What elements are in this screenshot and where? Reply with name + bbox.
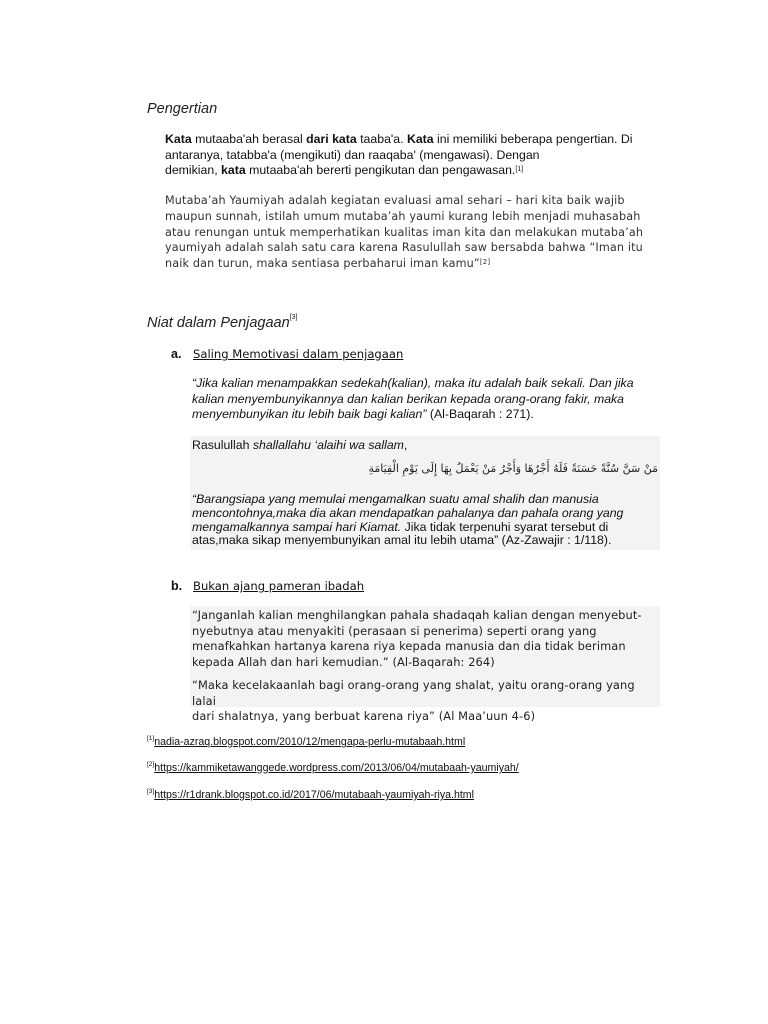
definition-line-1: Kata mutaaba'ah berasal dari kata taaba'a. Kata ini memiliki beberapa pengertian. Di bbox=[165, 132, 633, 146]
footnote-1: [1]nadia-azraq.blogspot.com/2010/12/mengapa-perlu-mutabaah.html bbox=[147, 735, 466, 748]
list-marker-b: b. bbox=[171, 579, 183, 593]
rasulullah-line: Rasulullah shallallahu ‘alaihi wa sallam, bbox=[192, 438, 408, 452]
definition-line-3: demikian, kata mutaaba'ah bererti pengikutan dan pengawasan.[1] bbox=[165, 163, 524, 178]
mutabaah-line: atau renungan untuk memperhatikan kualitas iman kita dan melakukan mutaba’ah bbox=[165, 225, 644, 239]
hadith-translation bbox=[192, 493, 662, 548]
quote-line: “Janganlah kalian menghilangkan pahala shadaqah kalian dengan menyebut- bbox=[192, 608, 642, 622]
heading-niat: Niat dalam Penjagaan[3] bbox=[147, 314, 298, 331]
quote-line: mencontohnya,maka dia akan mendapatkan pahalanya dan pahala orang yang bbox=[192, 505, 624, 520]
footnote-ref-2[interactable]: [2] bbox=[479, 258, 491, 267]
quote-line: kepada Allah dan hari kemudian.” (Al-Baqarah: 264) bbox=[192, 654, 495, 669]
definition-paragraph bbox=[165, 132, 665, 179]
mutabaah-line: Mutaba’ah Yaumiyah adalah kegiatan evaluasi amal sehari – hari kita baik wajib bbox=[165, 194, 625, 207]
quote-line: “Barangsiapa yang memulai mengamalkan suatu amal shalih dan manusia bbox=[192, 492, 599, 506]
footnote-link-3[interactable]: https://r1drank.blogspot.co.id/2017/06/mutabaah-yaumiyah-riya.html bbox=[154, 789, 474, 801]
definition-line-2: antaranya, tatabba'a (mengikuti) dan raaqaba' (mengawasi). Dengan bbox=[165, 147, 540, 162]
quote-maauun bbox=[192, 678, 660, 725]
mutabaah-line: yaumiyah adalah salah satu cara karena Rasulullah saw bersabda bahwa “Iman itu bbox=[165, 241, 643, 255]
heading-pengertian: Pengertian bbox=[147, 101, 218, 117]
list-marker-a: a. bbox=[171, 347, 182, 361]
quote-baqarah-264 bbox=[192, 608, 660, 670]
quote-baqarah-271 bbox=[192, 376, 662, 423]
quote-line: nyebutnya atau menyakiti (perasaan si penerima) seperti orang yang bbox=[192, 623, 597, 638]
quote-line: “Maka kecelakaanlah bagi orang-orang yang shalat, yaitu orang-orang yang lalai bbox=[192, 678, 635, 708]
footnote-link-1[interactable]: nadia-azraq.blogspot.com/2010/12/mengapa-perlu-mutabaah.html bbox=[154, 736, 466, 748]
quote-line: dari shalatnya, yang berbuat karena riya” (Al Maa’uun 4-6) bbox=[192, 709, 536, 724]
quote-line: atas,maka sikap menyembunyikan amal itu lebih utama” (Az-Zawajir : 1/118). bbox=[192, 533, 612, 548]
subheading-b: Bukan ajang pameran ibadah bbox=[193, 579, 365, 593]
mutabaah-line: naik dan turun, maka sentiasa perbaharui iman kamu”[2] bbox=[165, 257, 491, 271]
footnote-ref-1[interactable]: [1] bbox=[515, 166, 524, 174]
quote-line: kalian menyembunyikannya dan kalian berikan kepada orang-orang fakir, maka bbox=[192, 391, 625, 406]
footnote-2: [2]https://kammiketawanggede.wordpress.com/2013/06/04/mutabaah-yaumiyah/ bbox=[147, 761, 519, 774]
footnote-ref-3[interactable]: [3] bbox=[289, 314, 298, 321]
quote-line: mengamalkannya sampai hari Kiamat. Jika tidak terpenuhi syarat tersebut di bbox=[192, 519, 609, 534]
quote-line: menafkahkan hartanya karena riya kepada manusia dan dia tidak beriman bbox=[192, 639, 626, 654]
mutabaah-line: maupun sunnah, istilah umum mutaba’ah yaumi kurang lebih menjadi muhasabah bbox=[165, 209, 641, 223]
footnote-3: [3]https://r1drank.blogspot.co.id/2017/06/mutabaah-yaumiyah-riya.html bbox=[147, 788, 474, 801]
subheading-a: Saling Memotivasi dalam penjagaan bbox=[193, 347, 404, 361]
quote-line: “Jika kalian menampakkan sedekah(kalian), maka itu adalah baik sekali. Dan jika bbox=[192, 376, 634, 390]
quote-line: menyembunyikan itu lebih baik bagi kalian” (Al-Baqarah : 271). bbox=[192, 407, 534, 422]
arabic-hadith: مَنْ سَنَّ سُنَّةً حَسَنَةً فَلَهُ أَجْرُهَا وَأَجْرُ مَنْ يَعْمَلُ بِهَا إِلَى يَوْمِ الْقِيَامَةِ bbox=[368, 462, 658, 475]
mutabaah-paragraph bbox=[165, 193, 665, 272]
footnote-link-2[interactable]: https://kammiketawanggede.wordpress.com/2013/06/04/mutabaah-yaumiyah/ bbox=[154, 762, 519, 774]
